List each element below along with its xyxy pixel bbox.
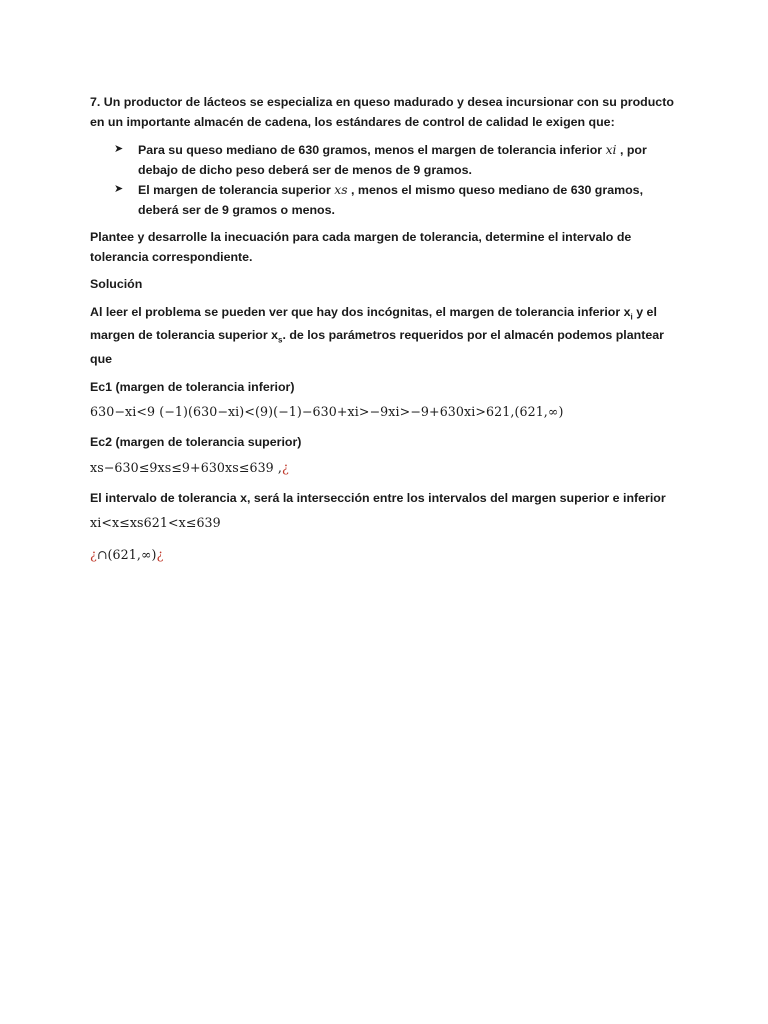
ec1-formula-text: 630−xi<9 (−1)(630−xi)<(9)(−1)−630+xi>−9xi>−9+630xi>621,(621,∞)	[90, 404, 564, 420]
solution-text-b: y el margen de tolerancia superior x	[90, 304, 657, 343]
subscript-s: s	[278, 335, 283, 345]
ec2-label-text: Ec2 (margen de tolerancia superior)	[90, 435, 302, 450]
requirement-2-variable: xs	[334, 182, 348, 197]
ec2-formula	[90, 457, 680, 479]
requirement-item-1	[90, 140, 680, 180]
requirement-item-2	[90, 180, 680, 220]
solution-explanation	[90, 303, 680, 370]
ec1-label-text: Ec1 (margen de tolerancia inferior)	[90, 379, 295, 394]
solution-heading-text: Solución	[90, 277, 143, 291]
interval-formula-text: xi<x≤xs621<x≤639	[90, 515, 221, 531]
problem-intro-text: 7. Un productor de lácteos se especializa en queso madurado y desea incursionar con su producto en un importante almacén de cadena, los estándares de control de calidad le exigen que:	[90, 95, 674, 129]
solution-text-c: . de los parámetros requeridos por el almacén podemos plantear que	[90, 328, 664, 367]
interval-statement-text: El intervalo de tolerancia x, será la intersección entre los intervalos del margen superior e inferior	[90, 490, 666, 505]
problem-intro	[90, 93, 680, 132]
requirement-1-text-b: , por debajo de dicho peso deberá ser de menos de 9 gramos.	[138, 143, 647, 177]
solution-text-a: Al leer el problema se pueden ver que hay dos incógnitas, el margen de tolerancia inferior x	[90, 304, 631, 319]
final-formula	[90, 544, 680, 566]
task-statement	[90, 228, 680, 267]
requirement-1-text-a: Para su queso mediano de 630 gramos, menos el margen de tolerancia inferior	[138, 143, 606, 157]
subscript-i: i	[630, 311, 633, 321]
solution-heading	[90, 275, 680, 295]
final-question-mark-right: ¿	[156, 547, 164, 563]
document-page	[90, 93, 680, 576]
interval-formula	[90, 512, 680, 534]
final-question-mark-left: ¿	[90, 547, 97, 563]
requirement-2-text-b: , menos el mismo queso mediano de 630 gramos, deberá ser de 9 gramos o menos.	[138, 183, 644, 217]
interval-statement	[90, 489, 680, 509]
ec1-formula	[90, 401, 680, 423]
requirement-2-text-a: El margen de tolerancia superior	[138, 183, 335, 197]
arrow-bullet-icon: ➤	[114, 183, 124, 195]
ec2-formula-text: xs−630≤9xs≤9+630xs≤639 ,	[90, 459, 283, 475]
arrow-bullet-icon: ➤	[114, 143, 124, 155]
task-statement-text: Plantee y desarrolle la inecuación para cada margen de tolerancia, determine el intervalo de tolerancia correspondiente.	[90, 230, 632, 264]
final-formula-text: ∩(621,∞)	[96, 547, 157, 563]
requirement-1-variable: xi	[605, 142, 617, 157]
ec2-label	[90, 433, 680, 453]
ec2-question-mark: ¿	[282, 459, 289, 475]
requirements-list	[90, 140, 680, 220]
ec1-label	[90, 378, 680, 398]
